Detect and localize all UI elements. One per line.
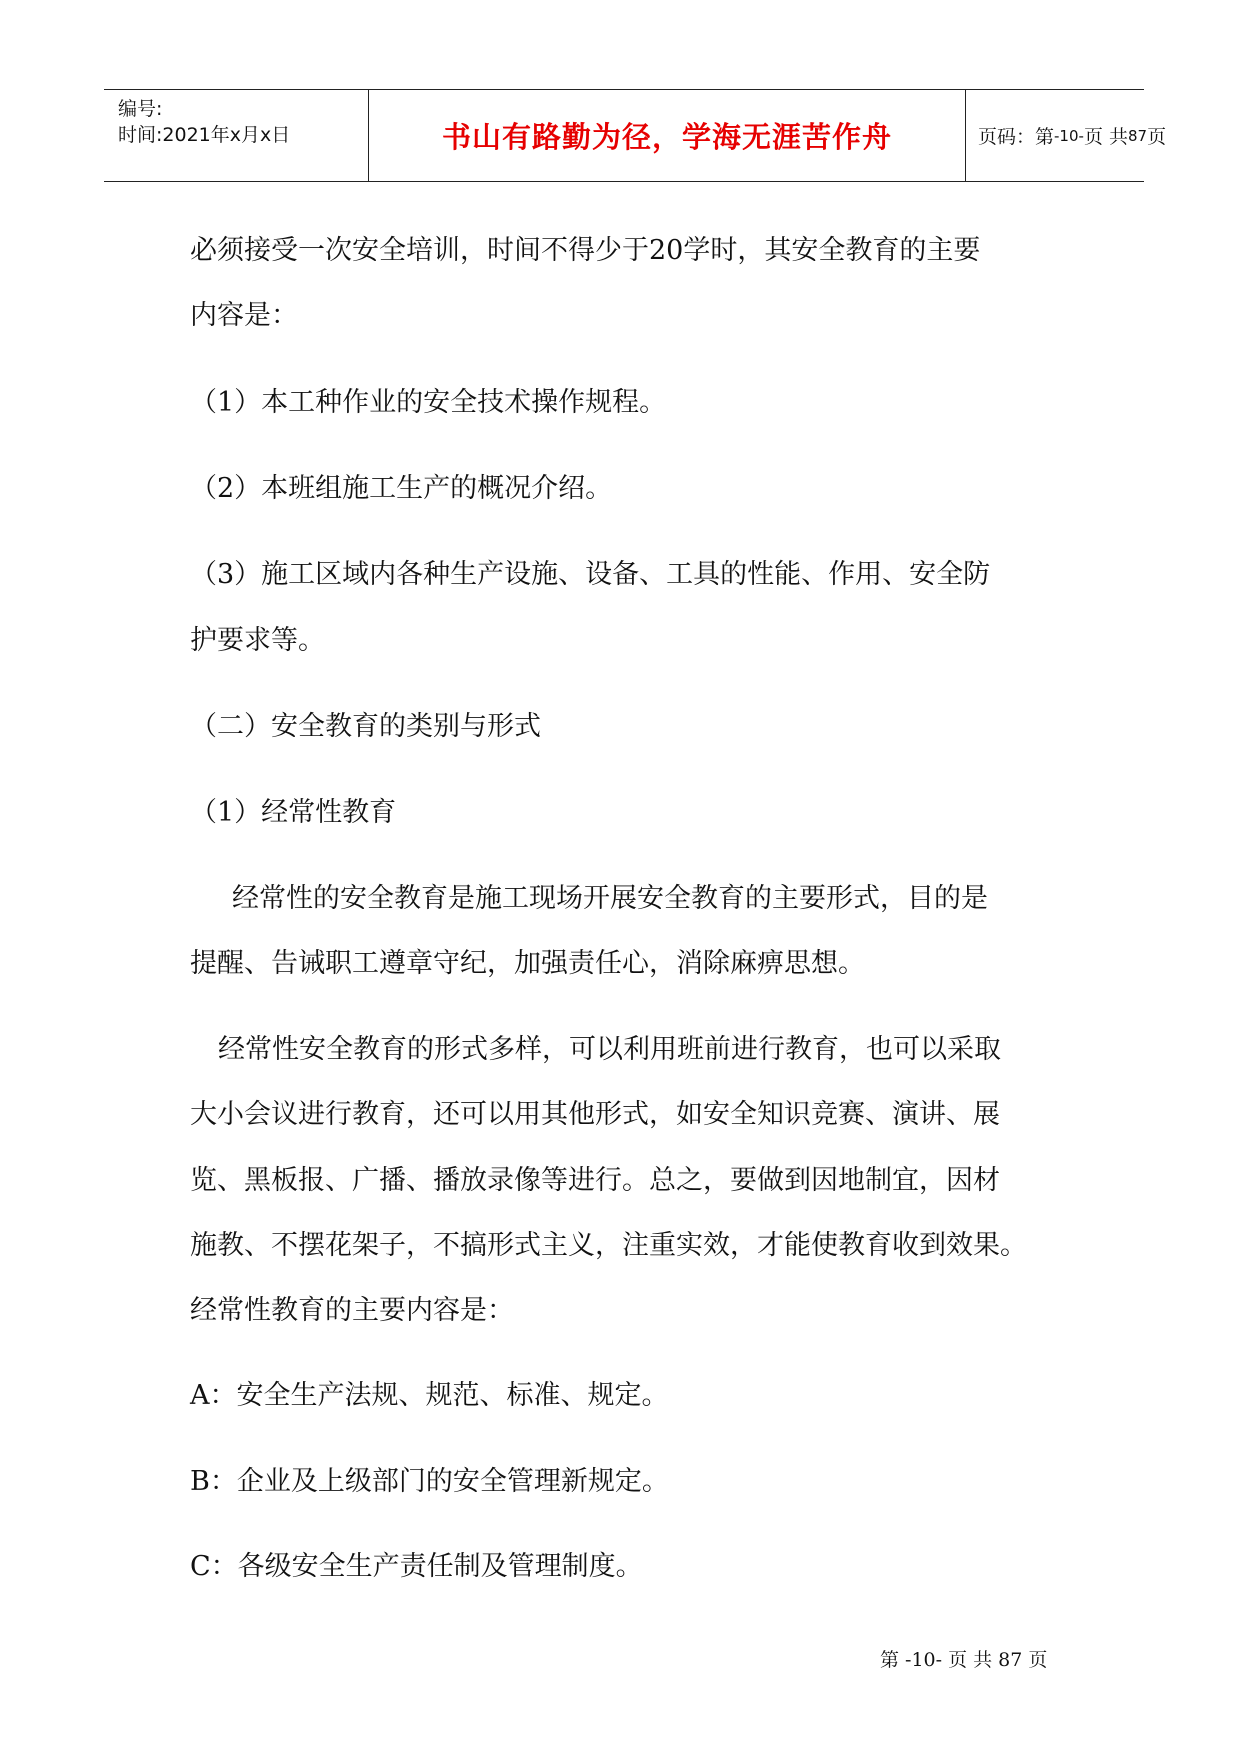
list-item: B：企业及上级部门的安全管理新规定。 bbox=[190, 1466, 669, 1497]
time-label: 时间: bbox=[118, 124, 163, 146]
list-item: C：各级安全生产责任制及管理制度。 bbox=[190, 1551, 643, 1582]
header-page-info bbox=[966, 90, 1167, 181]
subsection-heading: （1）经常性教育 bbox=[190, 797, 397, 828]
section-heading: （二）安全教育的类别与形式 bbox=[190, 711, 541, 742]
body-line: 经常性安全教育的形式多样，可以利用班前进行教育，也可以采取 bbox=[218, 1034, 1001, 1065]
header-info-cell bbox=[104, 90, 369, 181]
body-line: 内容是： bbox=[190, 300, 298, 331]
body-line: 经常性的安全教育是施工现场开展安全教育的主要形式，目的是 bbox=[232, 883, 988, 914]
page-header bbox=[104, 89, 1167, 182]
time-line bbox=[118, 120, 290, 147]
body-line: 护要求等。 bbox=[190, 625, 325, 656]
page-number: -10- bbox=[1054, 126, 1084, 145]
body-line: 提醒、告诫职工遵章守纪，加强责任心，消除麻痹思想。 bbox=[190, 948, 865, 979]
list-item: A：安全生产法规、规范、标准、规定。 bbox=[190, 1380, 669, 1411]
time-value: 2021年x月x日 bbox=[162, 124, 291, 146]
body-line: 施教、不摆花架子，不搞形式主义，注重实效，才能使教育收到效果。 bbox=[190, 1230, 1027, 1261]
body-line: 大小会议进行教育，还可以用其他形式，如安全知识竞赛、演讲、展 bbox=[190, 1099, 1000, 1130]
body-line: 必须接受一次安全培训，时间不得少于20学时，其安全教育的主要 bbox=[190, 235, 981, 266]
page-total: 87 bbox=[1127, 126, 1148, 145]
body-line: 览、黑板报、广播、播放录像等进行。总之，要做到因地制宜，因材 bbox=[190, 1165, 1000, 1196]
body-line: （3）施工区域内各种生产设施、设备、工具的性能、作用、安全防 bbox=[190, 559, 991, 590]
number-label: 编号: bbox=[118, 98, 163, 120]
body-line: （2）本班组施工生产的概况介绍。 bbox=[190, 473, 613, 504]
header-slogan: 书山有路勤为径，学海无涯苦作舟 bbox=[369, 90, 966, 181]
page-prefix: 页码：第 bbox=[978, 126, 1055, 148]
page-suffix: 页 bbox=[1147, 126, 1167, 148]
page-footer: 第 -10- 页 共 87 页 bbox=[880, 1649, 1048, 1671]
body-line: 经常性教育的主要内容是： bbox=[190, 1295, 514, 1326]
body-line: （1）本工种作业的安全技术操作规程。 bbox=[190, 387, 667, 418]
page-mid: 页 共 bbox=[1083, 126, 1128, 148]
